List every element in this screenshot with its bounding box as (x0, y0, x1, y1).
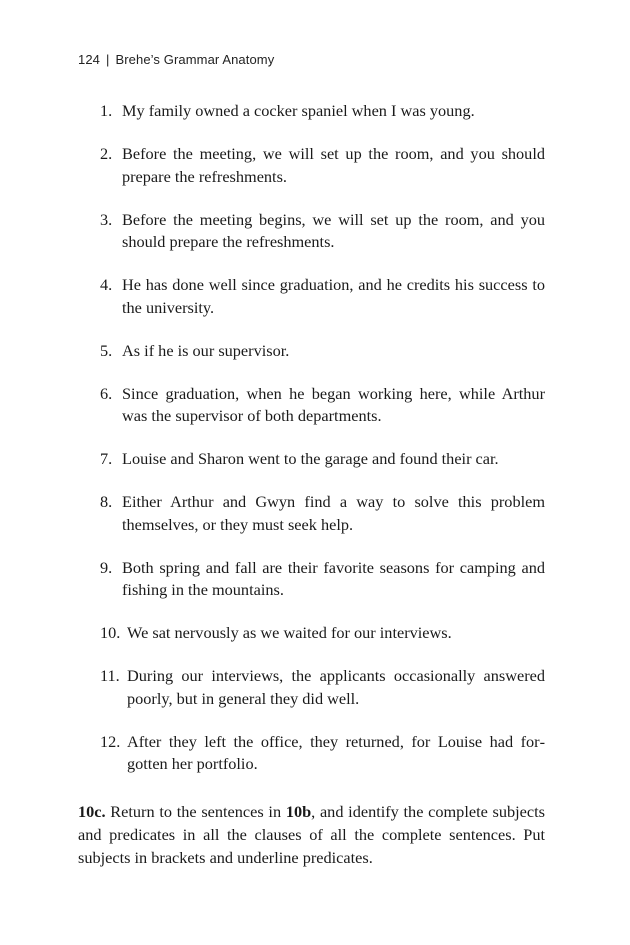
exercise-reference: 10b (285, 802, 312, 821)
item-text: He has done well since graduation, and he credits his success to the university. (122, 275, 545, 317)
list-item (100, 274, 545, 319)
item-text: We sat nervously as we waited for our interviews. (127, 623, 452, 642)
item-number: 6. (100, 383, 113, 403)
list-item (100, 731, 545, 776)
list-item (100, 622, 545, 645)
list-item (100, 143, 545, 188)
item-text: My family owned a cocker spaniel when I was young. (122, 101, 475, 120)
item-text: Before the meeting, we will set up the room, and you should prepare the refreshments. (122, 144, 545, 186)
item-number: 1. (100, 101, 113, 120)
item-number: 10. (100, 623, 121, 642)
item-number: 5. (100, 340, 113, 360)
list-item (100, 557, 545, 602)
instruction-text-end: , and identify the complete subjects and predicates in all the clauses of all the complete sentences. Put subjects in brackets and underline predicates. (78, 802, 545, 867)
item-number: 11. (100, 666, 120, 685)
item-number: 9. (100, 557, 113, 577)
item-text: Before the meeting begins, we will set up the room, and you should prepare the refreshments. (122, 209, 545, 251)
list-item (100, 383, 545, 428)
running-header (78, 52, 274, 67)
exercise-label: 10c. (78, 802, 106, 821)
item-text: After they left the office, they returned, for Louise had forgotten her portfolio. (127, 731, 545, 773)
list-item (100, 665, 545, 710)
list-item (100, 100, 545, 123)
item-number: 12. (100, 731, 121, 751)
list-item (100, 448, 545, 471)
item-text: As if he is our supervisor. (122, 340, 290, 360)
item-text: During our interviews, the applicants occasionally answered poorly, but in general they did well. (127, 666, 545, 708)
list-item (100, 340, 545, 363)
item-text: Either Arthur and Gwyn find a way to solve this problem themselves, or they must seek help. (122, 492, 545, 534)
item-text: Both spring and fall are their favorite seasons for camping and fishing in the mountains. (122, 557, 545, 599)
list-item (100, 209, 545, 254)
instruction-text-start: Return to the sentences in (105, 802, 286, 821)
item-number: 3. (100, 209, 113, 229)
item-number: 8. (100, 492, 113, 511)
exercise-sentence-list (100, 100, 545, 796)
item-number: 2. (100, 144, 113, 163)
exercise-instructions (78, 800, 545, 869)
item-number: 4. (100, 275, 113, 294)
page-number: 124 (78, 52, 100, 67)
book-title: Brehe’s Grammar Anatomy (115, 52, 275, 67)
item-text: Since graduation, when he began working here, while Arthur was the supervisor of both departments. (122, 383, 545, 425)
header-separator: | (106, 52, 110, 67)
item-number: 7. (100, 449, 113, 468)
item-text: Louise and Sharon went to the garage and found their car. (122, 449, 499, 468)
list-item (100, 491, 545, 536)
